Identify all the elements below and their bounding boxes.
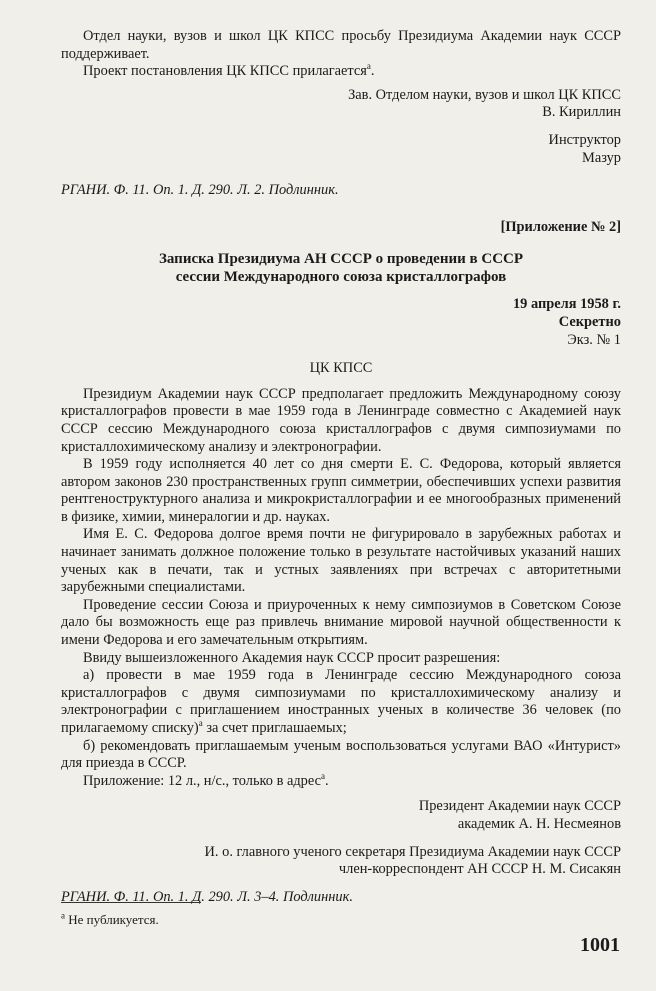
page-number: 1001 [580,934,620,956]
signature-title: Инструктор [548,131,621,148]
body-paragraph-4: Проведение сессии Союза и приуроченных к нему симпозиумов в Советском Союзе дало бы возможность еще раз привлечь внимание мировой научной общественности к имени Федорова и его замечательным открытиям. [61,596,621,649]
document-title [61,250,621,286]
footnote-ref: а [198,718,203,729]
document-title-line-1: Записка Президиума АН СССР о проведении в СССР [158,251,524,268]
intro-paragraph-1: Отдел науки, вузов и школ ЦК КПСС просьбу Президиума Академии наук СССР поддерживает. [61,28,621,62]
footnote-divider [61,902,201,903]
addressee: ЦК КПСС [309,360,373,377]
body-paragraph-5: Ввиду вышеизложенного Академия наук СССР просит разрешения: [83,649,501,666]
footnote-mark: а [61,910,65,921]
signature-name: В. Кириллин [542,104,621,121]
archive-source-2: РГАНИ. Ф. 11. Оп. 1. Д. 290. Л. 3–4. Подлинник. [61,888,353,905]
body-paragraph-7: б) рекомендовать приглашаемым ученым воспользоваться услугами ВАО «Интурист» для приезда в СССР. [61,737,621,772]
signature-name: член-корреспондент АН СССР Н. М. Сисакян [338,861,621,878]
document-title-line-2: сессии Международного союза кристаллографов [175,269,507,286]
body-paragraph-6: а) провести в мае 1959 года в Ленинграде сессию Международного союза кристаллографов с двумя симпозиумами по кристаллохимическому анализу и электронографии с приглашением иностранных ученых в количестве 36 человек (по прилагаемому списку)$^а$ за счет приглашаемых; [61,667,621,736]
signature-title: Зав. Отделом науки, вузов и школ ЦК КПСС [348,86,621,103]
intro-paragraph-2: Проект постановления ЦК КПСС прилагается$^а$. [83,61,375,80]
signature-name: академик А. Н. Несмеянов [457,815,621,832]
signature-title: И. о. главного ученого секретаря Президиума Академии наук СССР [204,843,621,860]
body-paragraph-3: Имя Е. С. Федорова долгое время почти не фигурировало в зарубежных работах и начинает занимать должное положение только в результате настойчивых указаний наших ученых как в печати, так и устных заявлениях при встречах с авторитетными зарубежными специалистами. [61,526,621,596]
signature-name: Мазур [582,149,621,166]
signature-block-kirillin [61,87,621,122]
footnote-ref: а [366,61,371,72]
signature-block-sisakyan [61,844,621,879]
footnote-ref: а [321,770,326,781]
body-paragraph-1: Президиум Академии наук СССР предполагает предложить Международному союзу кристаллографов провести в мае 1959 года в Ленинграде совместно с Академией наук СССР сессию Международного союза кристаллографов с двумя симпозиумами по кристаллохимическому анализу и электронографии. [61,385,621,455]
archive-source-1: РГАНИ. Ф. 11. Оп. 1. Д. 290. Л. 2. Подлинник. [61,182,339,199]
document-date: 19 апреля 1958 г. [512,296,621,313]
appendix-label: [Приложение № 2] [500,218,621,235]
document-meta [61,296,621,349]
copy-number: Экз. № 1 [567,331,621,348]
signature-title: Президент Академии наук СССР [418,798,621,815]
document-page [61,28,621,906]
signature-block-mazur [61,132,621,167]
signature-block-nesmeyanov [61,798,621,833]
footnote: $^а$ Не публикуется. [61,910,159,927]
document-body [61,386,621,791]
body-paragraph-2: В 1959 году исполняется 40 лет со дня смерти Е. С. Федорова, который является автором законов 230 пространственных групп симметрии, обеспечивших успехи развития рентгеноструктурного анализа и микрокристаллографии и ее многообразных применений в физике, химии, минералогии и др. науках. [61,456,621,525]
body-paragraph-8: Приложение: 12 л., н/с., только в адрес$^а$. [83,770,329,789]
secrecy-stamp: Секретно [558,313,621,330]
